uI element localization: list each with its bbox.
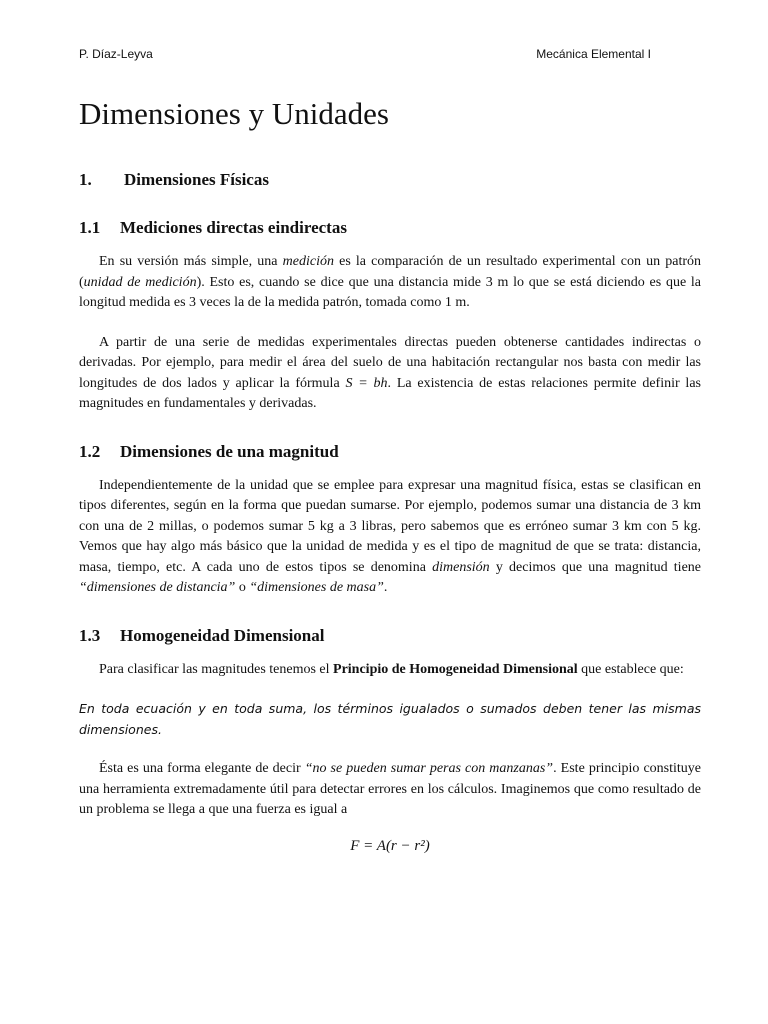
subsection-title: Homogeneidad Dimensional <box>120 625 325 645</box>
term-principio: Principio de Homogeneidad Dimensional <box>333 661 578 677</box>
subsection-1-3-heading <box>79 625 701 647</box>
subsection-number: 1.2 <box>79 441 101 461</box>
subsection-title: Dimensiones de una magnitud <box>120 441 339 461</box>
paragraph-principio-intro: Para clasificar las magnitudes tenemos el Principio de Homogeneidad Dimensional que establece que: <box>99 661 684 677</box>
header-course: Mecánica Elemental I <box>536 47 651 61</box>
quote-dimensiones-distancia: “dimensiones de distancia” <box>79 580 236 595</box>
section-number: 1. <box>79 170 92 189</box>
term-medicion: medición <box>282 254 334 269</box>
subsection-number: 1.3 <box>79 625 101 645</box>
principle-statement: En toda ecuación y en toda suma, los términos igualados o sumados deben tener las mismas dimensiones. <box>79 701 701 737</box>
formula-area: S = bh <box>345 375 388 391</box>
subsection-1-1-heading <box>79 217 701 239</box>
document-body <box>79 95 701 855</box>
document-title: Dimensiones y Unidades <box>79 96 389 131</box>
term-dimension: dimensión <box>432 559 490 575</box>
subsection-number: 1.1 <box>79 218 101 237</box>
subsection-1-2-heading <box>79 441 701 463</box>
paragraph-medicion: En su versión más simple, una medición es la comparación de un resultado experimental con un patrón (unidad de medición). Esto es, cuando se dice que una distancia mide 3 m lo que se está diciendo es que la longitud medida es 3 veces la de la medida patrón, tomada como 1 m. <box>79 254 701 310</box>
header-author: P. Díaz-Leyva <box>79 47 153 61</box>
term-unidad-de-medicion: unidad de medición <box>83 274 197 290</box>
subsection-title: Mediciones directas eindirectas <box>120 218 347 237</box>
paragraph-dimension: Independientemente de la unidad que se emplee para expresar una magnitud física, estas se clasifican en tipos diferentes, según en la forma que puedan sumarse. Por ejemplo, podemos sumar una distancia de 3 km con una de 2 millas, o podemos sumar 5 kg a 3 libras, pero sabemos que es erróneo sumar 3 km con 5 kg. Vemos que hay algo más básico que la unidad de medida y es el tipo de magnitud de que se trata: distancia, masa, tiempo, etc. A cada uno de estos tipos se denomina dimensión y decimos que una magnitud tiene “dimensiones de distancia” o “dimensiones de masa”. <box>79 477 701 595</box>
equation-fuerza: F = A(r − r²) <box>350 837 430 854</box>
section-1-heading <box>79 169 701 191</box>
paragraph-derivadas: A partir de una serie de medidas experimentales directas pueden obtenerse cantidades indirectas o derivadas. Por ejemplo, para medir el área del suelo de una habitación rectangular nos basta con medir las longitudes de dos lados y aplicar la fórmula S = bh. La existencia de estas relaciones permite definir las magnitudes en fundamentales y derivadas. <box>79 334 701 411</box>
section-title: Dimensiones Físicas <box>124 170 269 189</box>
paragraph-peras-manzanas: Ésta es una forma elegante de decir “no se pueden sumar peras con manzanas”. Este principio constituye una herramienta extremadamente útil para detectar errores en los cálculos. Imaginemos que como resultado de un problema se llega a que una fuerza es igual a <box>79 761 701 817</box>
quote-dimensiones-masa: “dimensiones de masa” <box>249 580 384 595</box>
quote-peras-manzanas: “no se pueden sumar peras con manzanas” <box>304 761 554 776</box>
